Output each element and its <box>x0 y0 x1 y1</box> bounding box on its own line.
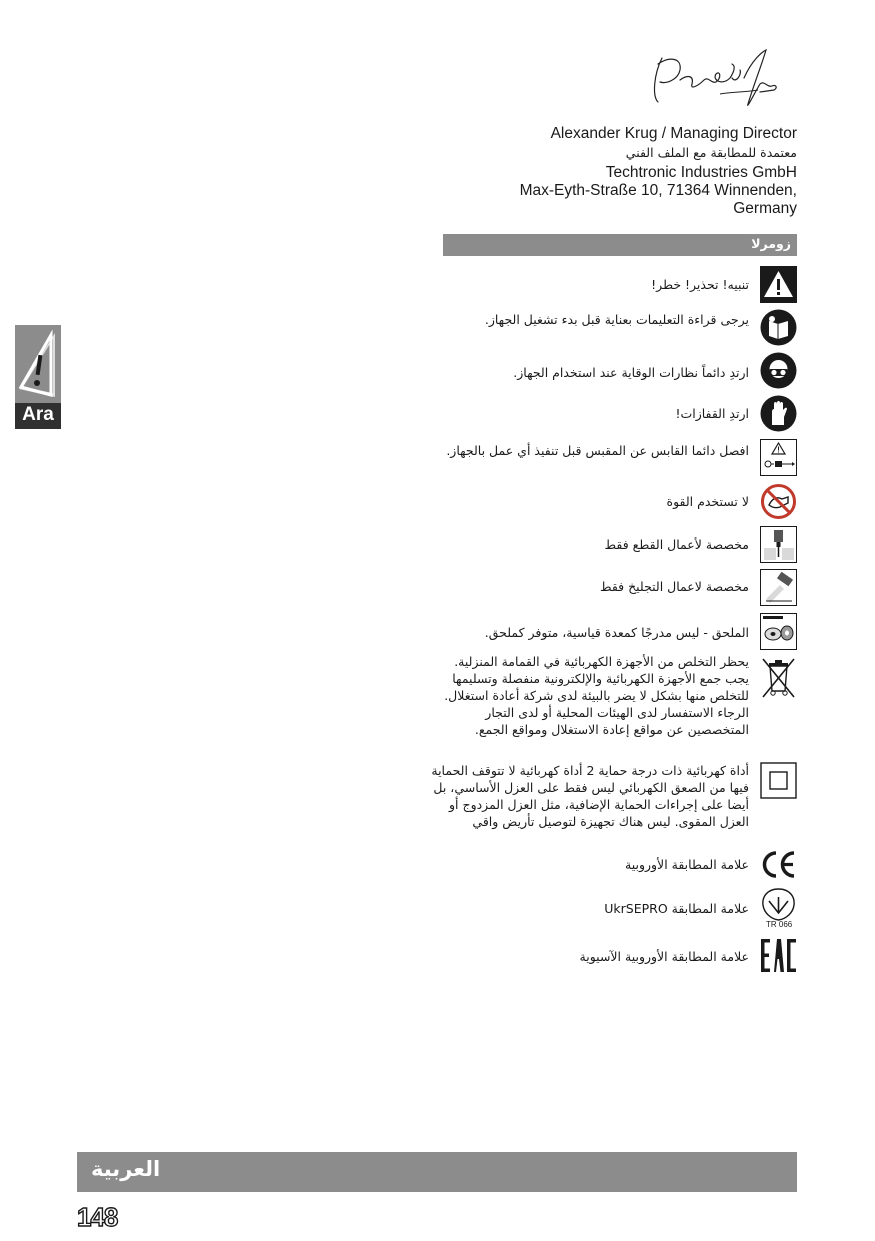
gloves-icon <box>760 395 797 432</box>
grinding-only-icon <box>760 569 797 606</box>
accessory-icon <box>760 613 797 650</box>
company-street: Max-Eyth-Straße 10, 71364 Winnenden, <box>519 182 797 199</box>
symbol-text-ukrsepro: علامة المطابقة UkrSEPRO <box>604 901 749 916</box>
symbol-text-eac: علامة المطابقة الأوروبية الآسيوية <box>579 949 749 964</box>
company-name: Techtronic Industries GmbH <box>605 164 797 181</box>
cutting-only-icon <box>760 526 797 563</box>
signatory-name-title: Alexander Krug / Managing Director <box>550 125 797 142</box>
warning-triangle-icon <box>760 266 797 303</box>
company-country: Germany <box>733 200 797 217</box>
read-manual-icon <box>760 309 797 346</box>
authorization-note: معتمدة للمطابقة مع الملف الفني <box>625 145 797 160</box>
ce-mark-icon <box>760 846 797 883</box>
symbol-text-protection-class: أداة كهربائية ذات درجة حماية 2 أداة كهربائية لا تتوقف الحماية فيها من الصعق الكهربائي ليس فقط على العزل الأساسي، بل أيضا على إجراءات الحماية الإضافية، مثل العزل المزدوج أو العزل المقوى. ليس هناك تجهيزة لتوصيل تأريض واقي <box>431 763 749 829</box>
symbol-text-cutting-only: مخصصة لأعمال القطع فقط <box>604 537 749 552</box>
side-tab-label: Ara <box>22 404 54 425</box>
symbol-text-read-manual: يرجى قراءة التعليمات بعناية قبل بدء تشغيل الجهاز. <box>484 312 749 327</box>
no-force-icon <box>760 483 797 520</box>
warning-tab-icon <box>15 325 61 403</box>
symbol-text-weee: يحظر التخلص من الأجهزة الكهربائية في القمامة المنزلية. يجب جمع الأجهزة الكهربائية والإلكترونية منفصلة وتسليمها للتخلص منها بشكل لا يضر بالبيئة لدى شركة أعادة استغلال. الرجاء الاستفسار لدى الهيئات المحلية أو لدى التجار المتخصصين عن مواقع إعادة الاستغلال ومواقع الجمع. <box>444 654 749 737</box>
protection-class-2-icon <box>760 762 797 799</box>
symbol-text-no-force: لا تستخدم القوة <box>666 494 749 509</box>
symbol-text-gloves: ارتدِ القفازات! <box>675 406 749 421</box>
section-title: زومرلا <box>751 236 791 251</box>
safety-goggles-icon <box>760 352 797 389</box>
section-heading-bar <box>443 234 797 256</box>
weee-bin-icon <box>760 655 797 699</box>
symbol-text-accessory: الملحق - ليس مدرجًا كمعدة قياسية، متوفر كملحق. <box>484 625 749 640</box>
footer-language-title: العربية <box>91 1157 161 1181</box>
language-side-tab <box>15 325 61 429</box>
signature <box>650 44 780 122</box>
footer-language-bar <box>77 1152 797 1192</box>
eac-mark-icon <box>760 937 797 974</box>
ukrsepro-caption: TR 066 <box>766 920 793 929</box>
unplug-icon <box>760 439 797 476</box>
symbol-text-ce: علامة المطابقة الأوروبية <box>625 857 749 872</box>
symbol-text-grinding-only: مخصصة لاعمال التجليخ فقط <box>599 579 749 594</box>
symbol-text-unplug: افصل دائما القابس عن المقبس قبل تنفيذ أي عمل بالجهاز. <box>446 443 749 458</box>
symbol-text-warning: تنبيه! تحذير! خطر! <box>651 277 749 292</box>
page-number: 148 <box>77 1202 118 1232</box>
symbol-text-goggles: ارتدِ دائماً نظارات الوقاية عند استخدام الجهاز. <box>513 365 749 380</box>
